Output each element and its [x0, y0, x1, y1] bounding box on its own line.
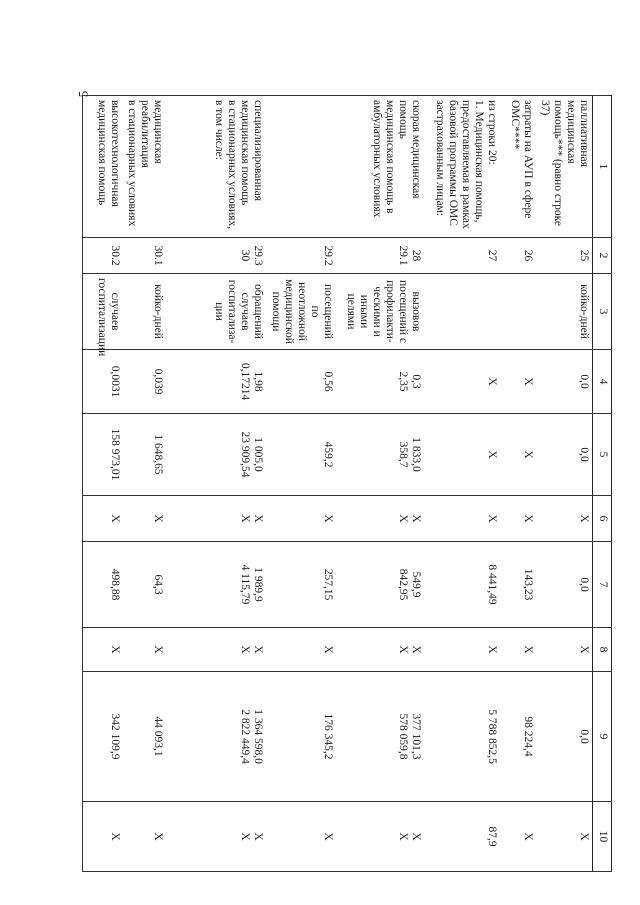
cell-line: ции — [213, 302, 225, 321]
col-header-8: 8 — [593, 628, 612, 672]
cell-line: X — [522, 832, 534, 841]
cell-line: 25 — [578, 249, 590, 262]
header-row — [593, 96, 612, 872]
cell-col-8 — [500, 628, 536, 672]
col-header-3: 3 — [593, 274, 612, 350]
cell-col-10 — [500, 802, 536, 872]
cell-col-2 — [336, 238, 424, 274]
cell-col-6 — [166, 496, 266, 542]
cell-line: X — [109, 832, 121, 841]
cell-line: 0,56 — [322, 371, 334, 392]
cell-col-4 — [424, 350, 500, 414]
cell-col-10 — [336, 802, 424, 872]
cell-col-2 — [536, 238, 593, 274]
cell-line: случаев — [109, 292, 121, 331]
cell-col-1 — [83, 96, 123, 238]
cell-line: X — [578, 514, 590, 523]
cell-line: X — [397, 832, 409, 841]
cell-col-10 — [536, 802, 593, 872]
cell-col-9 — [536, 672, 593, 802]
cell-line: X — [522, 450, 534, 459]
cell-col-6 — [336, 496, 424, 542]
cell-col-2 — [266, 238, 336, 274]
cell-line: 1. Медицинская помощь, — [473, 100, 485, 223]
cell-line: X — [486, 377, 498, 386]
table-row — [336, 96, 424, 872]
cell-line: застрахованным лицам: — [434, 100, 446, 217]
cell-col-1 — [424, 96, 500, 238]
cell-col-1 — [336, 96, 424, 238]
cell-line: 158 973,01 — [109, 428, 121, 481]
cell-line: 29.1 — [397, 245, 409, 266]
cell-line: госпитализации — [96, 278, 108, 357]
cell-col-3 — [83, 274, 123, 357]
cell-col-2 — [424, 238, 500, 274]
cell-line: помощи — [270, 291, 282, 332]
col-header-7: 7 — [593, 542, 612, 628]
cell-line: высокотехнологичная — [109, 100, 121, 207]
cell-line: медицинской — [283, 279, 295, 344]
cell-col-1 — [166, 96, 266, 238]
cell-col-4 — [336, 350, 424, 414]
cell-line: медицинская помощь — [239, 100, 251, 206]
cell-col-5 — [166, 414, 266, 496]
cell-line: 377 101,3 — [410, 713, 422, 760]
table-body — [83, 96, 593, 872]
cell-line: X — [322, 514, 334, 523]
cell-col-6 — [424, 496, 500, 542]
cell-line: 2,35 — [397, 371, 409, 392]
cell-line: госпитализа- — [226, 279, 238, 344]
cell-line: X — [152, 832, 164, 841]
cell-line: 143,23 — [522, 568, 534, 601]
cell-col-6 — [266, 496, 336, 542]
cell-col-9 — [266, 672, 336, 802]
cell-line: X — [252, 514, 264, 523]
cell-line: 1 005,0 — [252, 437, 264, 472]
cell-line: X — [486, 450, 498, 459]
cell-col-3 — [424, 274, 500, 350]
cell-line: скорая медицинская помощь — [397, 100, 422, 199]
cell-line: 1 833,0 — [410, 437, 422, 472]
cell-col-7 — [500, 542, 536, 628]
cell-line: X — [152, 645, 164, 654]
cell-line: 0,17214 — [239, 362, 251, 401]
cell-line: 26 — [522, 249, 534, 262]
cell-line: 358,7 — [397, 441, 409, 468]
cell-col-8 — [336, 628, 424, 672]
cell-line: ОМС**** — [509, 100, 521, 150]
cell-line: 30.1 — [152, 245, 164, 266]
cell-col-5 — [123, 414, 166, 496]
cell-line: X — [109, 514, 121, 523]
cell-col-1 — [536, 96, 593, 238]
cell-col-3 — [266, 274, 336, 350]
col-header-1: 1 — [593, 96, 612, 238]
cell-line: 0,0 — [578, 577, 590, 592]
cell-col-2 — [123, 238, 166, 274]
cell-line: в стационарных условиях, — [226, 100, 238, 230]
cell-line: медицинская помощь — [96, 100, 108, 206]
cell-line: койко-дней — [152, 284, 164, 339]
cell-line: X — [109, 645, 121, 654]
cell-col-4 — [536, 350, 593, 414]
cell-col-10 — [123, 802, 166, 872]
cell-line: предоставляемая в рамках — [460, 100, 472, 229]
cell-line: 44 093,1 — [152, 716, 164, 757]
cell-line: 549,9 — [410, 571, 422, 598]
cell-col-6 — [500, 496, 536, 542]
cell-line: в стационарных условиях — [126, 100, 138, 227]
cell-line: X — [322, 645, 334, 654]
cell-col-7 — [266, 542, 336, 628]
cell-line: 0,0 — [578, 374, 590, 389]
cell-line: 0,0031 — [109, 365, 121, 398]
cell-line: случаев — [239, 292, 251, 331]
cell-line: посещений с — [397, 280, 409, 343]
cell-col-4 — [83, 350, 123, 414]
cell-col-1 — [500, 96, 536, 238]
cell-col-8 — [83, 628, 123, 672]
cell-col-9 — [123, 672, 166, 802]
cell-col-10 — [83, 802, 123, 872]
cell-line: амбулаторных условиях — [371, 100, 383, 218]
cell-col-8 — [424, 628, 500, 672]
cell-line: X — [522, 514, 534, 523]
cell-line: X — [522, 645, 534, 654]
cell-col-5 — [266, 414, 336, 496]
cell-line: 8 441,49 — [486, 564, 498, 605]
cell-col-7 — [123, 542, 166, 628]
cell-col-2 — [166, 238, 266, 274]
cell-line: 98 224,4 — [522, 716, 534, 757]
cell-line: 87,9 — [486, 826, 498, 847]
cell-line: 29.2 — [322, 245, 334, 266]
cell-col-2 — [83, 238, 123, 274]
cell-col-4 — [500, 350, 536, 414]
cell-line: иными целями — [345, 293, 370, 330]
cell-line: 5 788 852,5 — [486, 709, 498, 764]
cell-line: 0,3 — [410, 374, 422, 389]
cell-col-3 — [536, 274, 593, 350]
cell-col-4 — [266, 350, 336, 414]
cell-line: 578 059,8 — [397, 713, 409, 760]
cell-line: X — [239, 832, 251, 841]
cell-line: медицинская помощь в — [384, 100, 396, 214]
cell-line: 1 364 598,0 — [252, 709, 264, 764]
cell-col-9 — [336, 672, 424, 802]
cell-line: 27 — [486, 249, 498, 262]
cell-line: неотложной — [296, 282, 308, 341]
cell-line: X — [397, 645, 409, 654]
cell-col-10 — [266, 802, 336, 872]
cell-line: базовой программы ОМС — [447, 100, 459, 226]
col-header-10: 10 — [593, 802, 612, 872]
cell-line: X — [322, 832, 334, 841]
cell-col-5 — [500, 414, 536, 496]
cell-col-8 — [266, 628, 336, 672]
cell-line: 257,15 — [322, 568, 334, 601]
cell-line: 0,0 — [578, 447, 590, 462]
cell-line: X — [239, 645, 251, 654]
cell-col-5 — [336, 414, 424, 496]
table-row — [500, 96, 536, 872]
cell-line: обращений — [252, 284, 264, 339]
cell-col-9 — [424, 672, 500, 802]
cell-line: X — [578, 645, 590, 654]
cell-col-8 — [123, 628, 166, 672]
cell-col-2 — [500, 238, 536, 274]
cell-line: X — [252, 645, 264, 654]
col-header-2: 2 — [593, 238, 612, 274]
cell-col-8 — [536, 628, 593, 672]
cell-col-3 — [166, 274, 266, 350]
cell-col-3 — [336, 274, 424, 350]
cell-line: 30 — [239, 249, 251, 262]
cell-line: 4 115,79 — [239, 564, 251, 605]
table-row — [266, 96, 336, 872]
cell-line: X — [522, 377, 534, 386]
cell-line: посещений по — [309, 284, 334, 339]
cell-col-7 — [536, 542, 593, 628]
cell-line: 459,2 — [322, 441, 334, 468]
cell-line: 30.2 — [109, 245, 121, 266]
cell-line: 1 648,65 — [152, 434, 164, 475]
cell-col-9 — [83, 672, 123, 802]
cell-line: 1,98 — [252, 371, 264, 392]
cell-col-1 — [123, 96, 166, 238]
cell-line: X — [410, 514, 422, 523]
col-header-5: 5 — [593, 414, 612, 496]
cell-col-10 — [166, 802, 266, 872]
cell-col-6 — [123, 496, 166, 542]
cell-line: 1 989,9 — [252, 567, 264, 602]
cell-col-5 — [424, 414, 500, 496]
cell-line: X — [486, 645, 498, 654]
cell-line: 176 345,2 — [322, 713, 334, 760]
cell-line: из строки 20: — [486, 100, 498, 165]
cell-col-9 — [166, 672, 266, 802]
cell-line: койко-дней — [578, 284, 590, 339]
col-header-9: 9 — [593, 672, 612, 802]
col-header-4: 4 — [593, 350, 612, 414]
cell-line: X — [397, 514, 409, 523]
cell-line: 28 — [410, 249, 422, 262]
cell-line: 23 909,54 — [239, 431, 251, 478]
cell-line: X — [239, 514, 251, 523]
cell-line: 498,88 — [109, 568, 121, 601]
cell-line: X — [578, 832, 590, 841]
cell-col-7 — [83, 542, 123, 628]
cell-line: 64,3 — [152, 574, 164, 595]
cell-line: затраты на АУП в сфере — [522, 100, 534, 219]
cell-line: 842,95 — [397, 568, 409, 601]
cell-line: X — [410, 832, 422, 841]
cell-col-6 — [83, 496, 123, 542]
cell-line: X — [486, 514, 498, 523]
cell-line: 2 822 449,4 — [239, 709, 251, 764]
cell-line: помощь*** (равно строке 37) — [539, 100, 564, 227]
table-row — [166, 96, 266, 872]
cell-col-8 — [166, 628, 266, 672]
cell-line: паллиативная медицинская — [565, 100, 590, 167]
cell-col-4 — [123, 350, 166, 414]
cell-col-1 — [266, 96, 336, 238]
table-row — [424, 96, 500, 872]
cell-line: X — [410, 645, 422, 654]
cell-line: в том числе: — [213, 100, 225, 160]
cell-col-5 — [83, 414, 123, 496]
cell-line: медицинская реабилитация — [139, 100, 164, 168]
cell-line: профилакти- — [384, 280, 396, 343]
cell-col-7 — [336, 542, 424, 628]
table-row — [123, 96, 166, 872]
cell-col-5 — [536, 414, 593, 496]
cell-line: X — [152, 514, 164, 523]
cell-line: вызовов — [410, 291, 422, 332]
cell-col-6 — [536, 496, 593, 542]
page-number: 5 — [75, 90, 91, 98]
cell-line: 342 109,9 — [109, 713, 121, 760]
cell-line: 0,0 — [578, 729, 590, 744]
cell-col-10 — [424, 802, 500, 872]
document-table-rotated — [96, 95, 612, 871]
cell-line: ческими и — [371, 286, 383, 337]
cell-col-9 — [500, 672, 536, 802]
cell-line: специализированная — [252, 100, 264, 202]
table-row — [83, 96, 123, 872]
col-header-6: 6 — [593, 496, 612, 542]
cell-line: X — [252, 832, 264, 841]
financing-table — [83, 95, 613, 872]
table-row — [536, 96, 593, 872]
cell-col-3 — [500, 274, 536, 350]
cell-line: 29.3 — [252, 245, 264, 266]
cell-col-7 — [424, 542, 500, 628]
cell-col-7 — [166, 542, 266, 628]
cell-col-3 — [123, 274, 166, 350]
cell-col-4 — [166, 350, 266, 414]
cell-line: 0,039 — [152, 368, 164, 395]
